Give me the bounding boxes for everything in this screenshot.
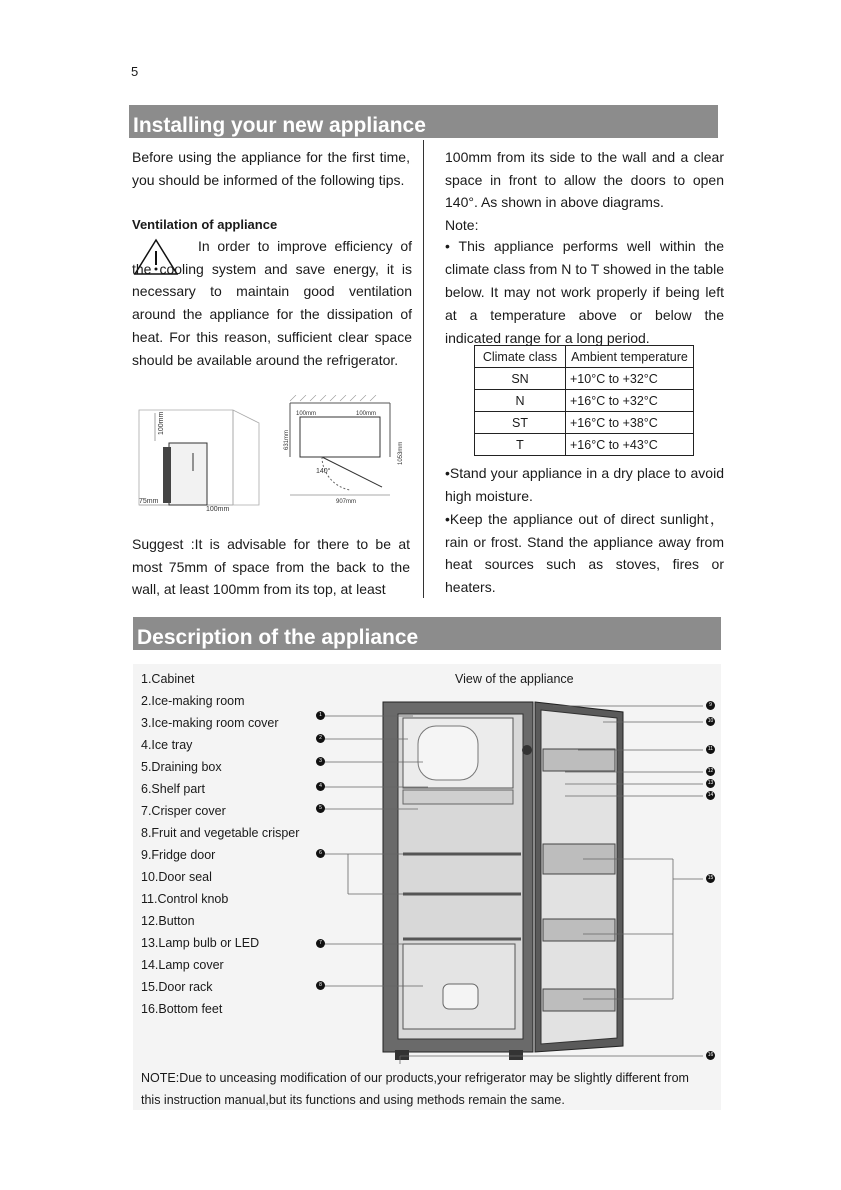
dim-depth-label: 631mm [284, 429, 290, 450]
suggest-text: Suggest :It is advisable for there to be at most 75mm of space from the back to the wall, at least 100mm from its top, at least [132, 536, 410, 598]
callout-badge: 8 [316, 981, 325, 990]
part-label: 16.Bottom feet [141, 1002, 223, 1016]
width-label: 907mm [336, 499, 357, 505]
table-cell: ST [475, 412, 566, 434]
callout-badge: 16 [707, 1052, 714, 1058]
ventilation-heading: Ventilation of appliance [132, 217, 278, 232]
dim-a-label: 100mm [296, 411, 317, 417]
table-row [475, 390, 694, 412]
table-row [475, 412, 694, 434]
part-label: 10.Door seal [141, 870, 212, 884]
clearance-continued-text: 100mm from its side to the wall and a clear space in front to allow the doors to open 140°. As shown in above diagrams. [445, 149, 724, 211]
note-label: Note: [445, 217, 479, 233]
page-number: 5 [131, 64, 139, 79]
callout-badge: 15 [707, 875, 714, 881]
dry-place-bullet: •Stand your appliance in a dry place to avoid high moisture. [445, 465, 724, 504]
callout-badge: 7 [316, 939, 325, 948]
direct-sunlight-bullet: •Keep the appliance out of direct sunlight，rain or frost. Stand the appliance away from heat sources such as stoves, fires or heaters. [445, 511, 724, 596]
table-cell: SN [475, 368, 566, 390]
table-header: Ambient temperature [566, 346, 694, 368]
callout-badge: 3 [316, 757, 325, 766]
part-label: 7.Crisper cover [141, 804, 226, 818]
refrigerator-illustration [303, 694, 723, 1064]
table-row [475, 434, 694, 456]
table-header: Climate class [475, 346, 566, 368]
climate-class-table [474, 345, 694, 456]
intro-text: Before using the appliance for the first time, you should be informed of the following tips. [132, 149, 410, 188]
dim-b-label: 100mm [356, 411, 377, 417]
part-label: 5.Draining box [141, 760, 222, 774]
part-label: 1.Cabinet [141, 672, 195, 686]
callout-badge: 12 [707, 768, 714, 774]
part-label: 9.Fridge door [141, 848, 216, 862]
climate-note-text: • This appliance performs well within the climate class from N to T showed in the table below. It may not work properly if being left at a temperature above or below the indicated range for a long period. [445, 238, 724, 346]
callout-badge: 14 [707, 792, 714, 798]
dim-side-label: 100mm [206, 506, 230, 513]
view-label: View of the appliance [455, 672, 574, 686]
callout-badge: 1 [316, 711, 325, 720]
table-cell: +16°C to +38°C [566, 412, 694, 434]
angle-label: 140° [316, 468, 331, 475]
side-clearance-diagram [133, 405, 273, 515]
part-label: 8.Fruit and vegetable crisper [141, 826, 300, 840]
callout-badge: 9 [706, 701, 715, 710]
part-label: 15.Door rack [141, 980, 213, 994]
table-cell: +16°C to +43°C [566, 434, 694, 456]
table-cell: +10°C to +32°C [566, 368, 694, 390]
note-line-2: this instruction manual,but its functions and using methods remain the same. [141, 1093, 565, 1107]
section-title-description: Description of the appliance [133, 617, 721, 650]
column-divider [423, 140, 424, 598]
appliance-parts-panel [133, 664, 721, 1110]
callout-badge: 13 [707, 780, 714, 786]
ventilation-text: In order to improve efficiency of the cooling system and save energy, it is necessary to maintain good ventilation around the appliance for the dissipation of heat. For this reason, sufficient clear space should be available around the refrigerator. [132, 238, 412, 368]
callout-badge: 2 [316, 734, 325, 743]
table-cell: T [475, 434, 566, 456]
dim-back-label: 75mm [139, 498, 159, 505]
part-label: 11.Control knob [141, 892, 229, 906]
table-header-row [475, 346, 694, 368]
part-label: 2.Ice-making room [141, 694, 245, 708]
dim-height-label: 1053mm [398, 441, 404, 465]
callout-badge: 10 [707, 718, 714, 724]
section-title-installing: Installing your new appliance [129, 105, 718, 138]
part-label: 13.Lamp bulb or LED [141, 936, 260, 950]
top-clearance-diagram [280, 395, 415, 510]
callout-badge: 4 [316, 782, 325, 791]
part-label: 3.Ice-making room cover [141, 716, 279, 730]
part-label: 4.Ice tray [141, 738, 193, 752]
part-label: 12.Button [141, 914, 195, 928]
dim-top-label: 100mm [158, 411, 165, 435]
callout-badge: 5 [316, 804, 325, 813]
table-cell: +16°C to +32°C [566, 390, 694, 412]
part-label: 14.Lamp cover [141, 958, 224, 972]
part-label: 6.Shelf part [141, 782, 205, 796]
callout-badge: 6 [316, 849, 325, 858]
table-cell: N [475, 390, 566, 412]
note-line-1: NOTE:Due to unceasing modification of our products,your refrigerator may be slightly different from [141, 1071, 689, 1085]
callout-badge: 11 [707, 746, 714, 752]
table-row [475, 368, 694, 390]
